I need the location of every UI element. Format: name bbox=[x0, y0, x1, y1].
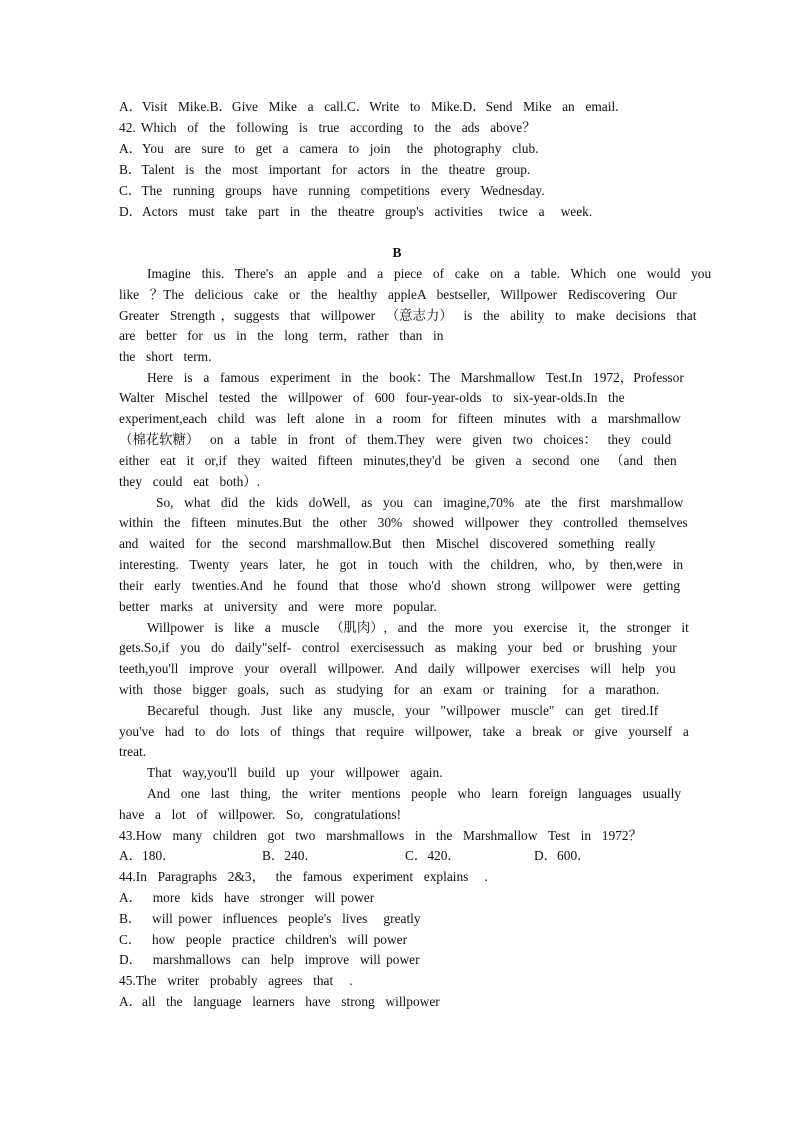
question-44-option-d: D． marshmallows can help improve will power bbox=[119, 952, 420, 967]
passage-line: Here is a famous experiment in the book：The Marshmallow Test.In 1972，Professor bbox=[147, 370, 684, 385]
question-44-stem: 44.In Paragraphs 2&3， the famous experiment explains . bbox=[119, 869, 488, 884]
passage-line: Imagine this. There's an apple and a piece of cake on a table. Which one would you bbox=[147, 266, 712, 281]
question-42-option-b: B．Talent is the most important for actors in the theatre group. bbox=[119, 162, 531, 177]
passage-line: the short term. bbox=[119, 349, 212, 364]
passage-line: with those bigger goals, such as studying for an exam or training for a marathon. bbox=[119, 682, 660, 697]
passage-line: Willpower is like a muscle （肌肉）, and the more you exercise it, the stronger it bbox=[147, 620, 689, 635]
passage-line: experiment,each child was left alone in a room for fifteen minutes with a marshmallow bbox=[119, 411, 681, 426]
question-45-option-a: A．all the language learners have strong willpower bbox=[119, 994, 440, 1009]
passage-line: have a lot of willpower. So, congratulations! bbox=[119, 807, 402, 822]
question-42-option-a: A．You are sure to get a camera to join the photography club. bbox=[119, 141, 539, 156]
passage-line: like ？The delicious cake or the healthy appleA bestseller, Willpower Rediscovering Our bbox=[119, 287, 677, 302]
passage-line: interesting. Twenty years later, he got in touch with the children, who, by then,were in bbox=[119, 557, 684, 572]
question-42-stem: 42. Which of the following is true according to the ads above？ bbox=[119, 120, 536, 135]
passage-line: So, what did the kids doWell, as you can imagine,70% ate the first marshmallow bbox=[156, 495, 684, 510]
passage-line: Walter Mischel tested the willpower of 600 four-year-olds to six-year-olds.In the bbox=[119, 390, 625, 405]
question-45-stem: 45.The writer probably agrees that . bbox=[119, 973, 353, 988]
passage-line: Becareful though. Just like any muscle, your "willpower muscle" can get tired.If bbox=[147, 703, 659, 718]
passage-line: within the fifteen minutes.But the other 30% showed willpower they controlled themselves bbox=[119, 515, 688, 530]
passage-line: they could eat both）. bbox=[119, 474, 261, 489]
passage-line: either eat it or,if they waited fifteen minutes,they'd be given a second one （and then bbox=[119, 453, 677, 468]
question-44-option-b: B． will power influences people's lives greatly bbox=[119, 911, 421, 926]
question-43-options bbox=[119, 848, 679, 864]
question-44-option-c: C． how people practice children's will power bbox=[119, 932, 408, 947]
question-44-option-a: A． more kids have stronger will power bbox=[119, 890, 375, 905]
previous-question-options: A．Visit Mike.B．Give Mike a call.C．Write to Mike.D．Send Mike an email. bbox=[119, 99, 619, 114]
passage-line: you've had to do lots of things that require willpower, take a break or give yourself a bbox=[119, 724, 689, 739]
passage-line: gets.So,if you do daily"self- control exercisessuch as making your bed or brushing your bbox=[119, 640, 677, 655]
passage-line: And one last thing, the writer mentions people who learn foreign languages usually bbox=[147, 786, 682, 801]
question-43-option-a: A．180． bbox=[119, 848, 176, 863]
passage-line: treat. bbox=[119, 744, 147, 759]
passage-line: better marks at university and were more popular. bbox=[119, 599, 437, 614]
passage-line: （棉花软糖） on a table in front of them.They were given two choices： they could bbox=[119, 432, 672, 447]
question-43-option-d: D．600． bbox=[534, 848, 591, 863]
question-43-option-c: C．420． bbox=[405, 848, 461, 863]
passage-line: teeth,you'll improve your overall willpower. And daily willpower exercises will help you bbox=[119, 661, 676, 676]
question-43-option-b: B．240． bbox=[262, 848, 318, 863]
question-43-stem: 43.How many children got two marshmallows in the Marshmallow Test in 1972？ bbox=[119, 828, 642, 843]
question-42-option-c: C．The running groups have running competitions every Wednesday. bbox=[119, 183, 545, 198]
section-heading: B bbox=[392, 245, 402, 260]
passage-line: are better for us in the long term, rather than in bbox=[119, 328, 444, 343]
passage-line: and waited for the second marshmallow.But then Mischel discovered something really bbox=[119, 536, 656, 551]
passage-line: Greater Strength ，suggests that willpower （意志力） is the ability to make decisions that bbox=[119, 308, 697, 323]
passage-line: their early twenties.And he found that those who'd shown strong willpower were getting bbox=[119, 578, 681, 593]
passage-line: That way,you'll build up your willpower again. bbox=[147, 765, 443, 780]
question-42-option-d: D．Actors must take part in the theatre group's activities twice a week. bbox=[119, 204, 593, 219]
